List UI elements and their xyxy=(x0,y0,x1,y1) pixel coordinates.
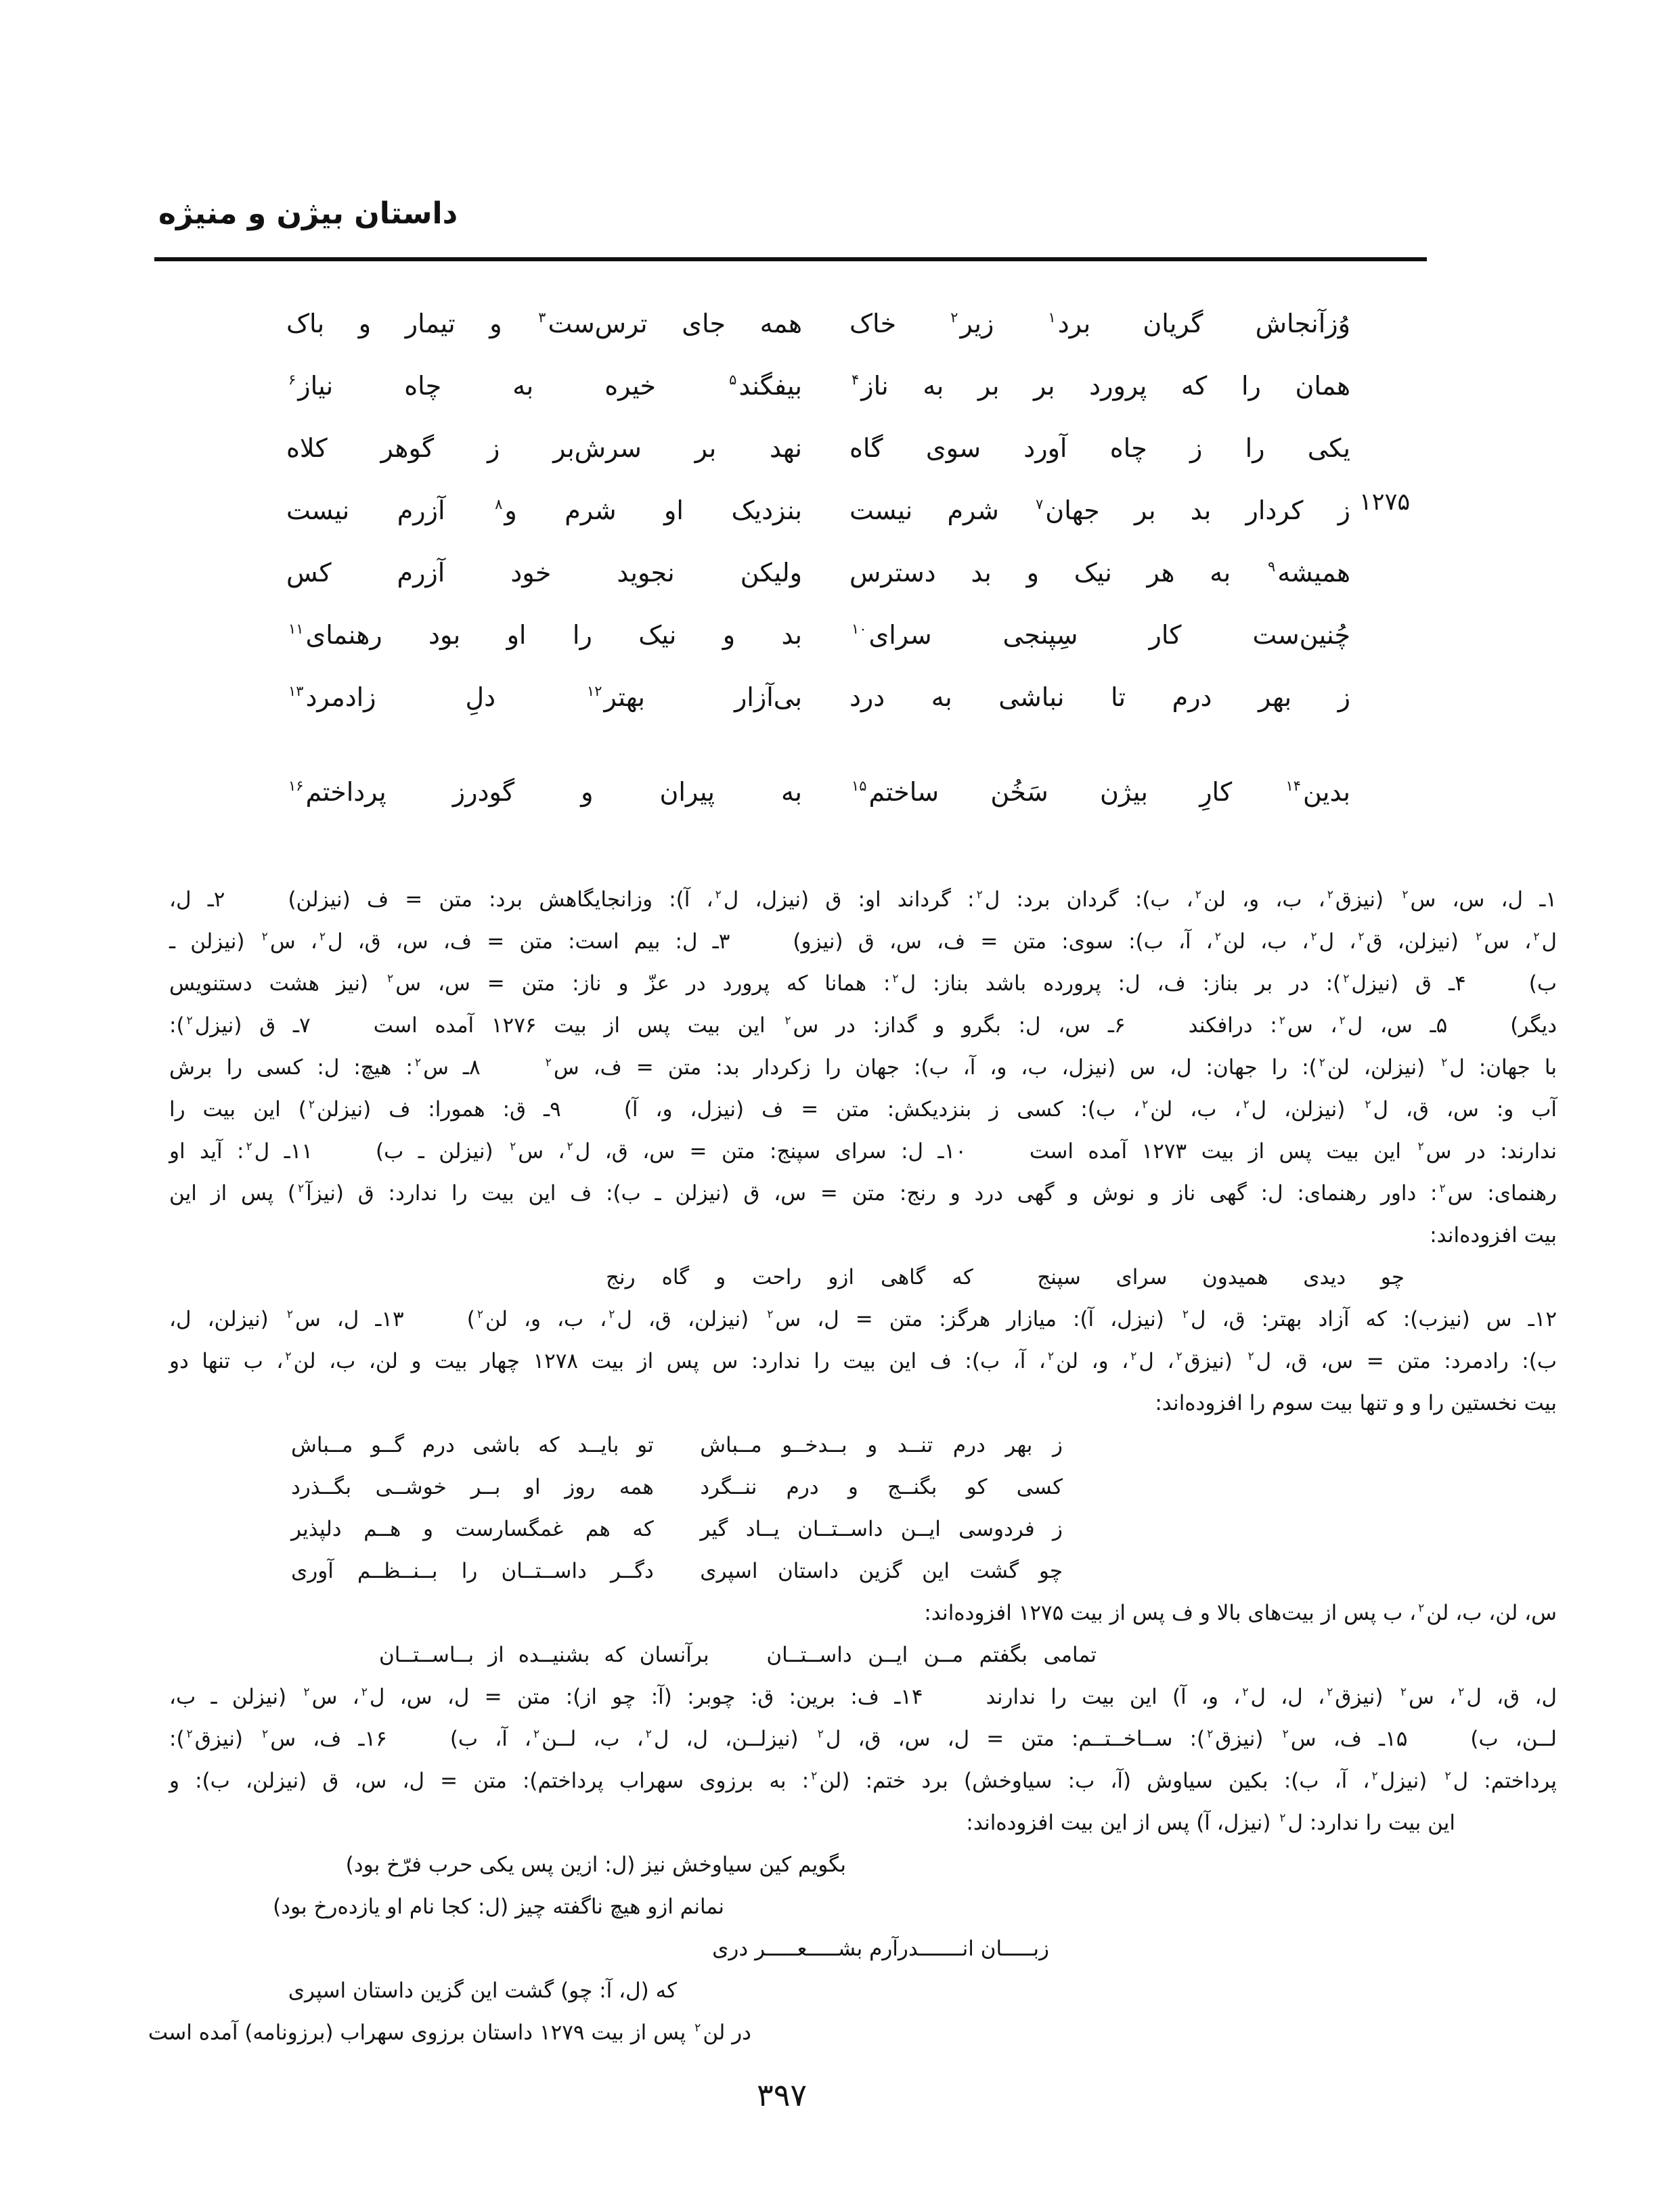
apparatus-verse-left: دگــر داســتــان را بــنــظــم آوری xyxy=(291,1559,654,1583)
hemistich-right: ز بهر درم تا نباشی به درد xyxy=(849,682,1350,712)
apparatus-verse-right: کسی کو بگنــج و درم ننــگرد xyxy=(700,1475,1063,1499)
hemistich-right: ز کردار بد بر جهان$^۷$ شرم نیست xyxy=(849,495,1350,525)
apparatus-verse-left: تو بایــد که باشی درم گــو مــباش xyxy=(291,1433,654,1457)
apparatus-line: بیت افزوده‌اند: xyxy=(1430,1223,1557,1247)
hemistich-right: همیشه$^۹$ به هر نیک و بد دسترس xyxy=(849,558,1350,588)
apparatus-line: در لن$^۲$ پس از بیت ۱۲۷۹ داستان برزوی سهراب (برزونامه) آمده است xyxy=(148,2021,751,2045)
apparatus-verse-right: چو گشت این گزین داستان اسپری xyxy=(700,1559,1063,1583)
hemistich-right: همان را که پرورد بر بر به ناز$^۴$ xyxy=(852,371,1350,401)
apparatus-verse-right: ز بهر درم تنــد و بــدخــو مــباش xyxy=(700,1433,1063,1457)
apparatus-verse-left: همه روز او بــر خوشــی بگــذرد xyxy=(291,1475,654,1499)
verse-row xyxy=(286,292,1350,355)
poem-block xyxy=(286,292,1350,823)
apparatus-line: با جهان: ل$^۲$ (نیزلن، لن$^۲$): را جهان: ل، س (نیزل، ب، و، آ، ب): جهان را زکردار بد: متن = ف، س$^۲$ ۸ـ س$^۲$: هیچ: ل: کسی را برش xyxy=(169,1055,1557,1080)
verse-row xyxy=(286,355,1350,417)
critical-apparatus xyxy=(148,879,1557,2054)
apparatus-verse-right: تمامی بگفتم مــن ایــن داســتــان xyxy=(766,1643,1097,1667)
page-number: ۳۹۷ xyxy=(757,2077,808,2113)
verse-row xyxy=(286,761,1350,823)
hemistich-right: وُزآنجاش گریان برد$^۱$ زیر$^۲$ خاک xyxy=(849,309,1350,338)
verse-row xyxy=(286,479,1350,542)
apparatus-line: ۱ـ ل، س، س$^۲$ (نیزق$^۲$، ب، و، لن$^۲$، ب): گردان برد: ل$^۲$: گرداند او: ق (نیزل، ل$^۲$، آ): وزانجایگاهش برد: متن = ف (نیزلن) ۲ـ ل، xyxy=(169,887,1557,912)
hemistich-left: نهد بر سرش‌بر ز گوهر کلاه xyxy=(286,433,802,463)
verse-row xyxy=(286,666,1350,728)
page-title: داستان بیژن و منیژه xyxy=(158,196,458,231)
verse-row xyxy=(286,417,1350,479)
apparatus-verse-row xyxy=(291,1550,1063,1592)
apparatus-line: ۱۲ـ س (نیزب): که آزاد بهتر: ق، ل$^۲$ (نیزل، آ): میازار هرگز: متن = ل، س$^۲$ (نیزلن، ق، ل$^۲$، ب، و، لن$^۲$) ۱۳ـ ل، س$^۲$ (نیزلن، ل، xyxy=(169,1307,1557,1331)
apparatus-line: این بیت را ندارد: ل$^۲$ (نیزل، آ) پس از این بیت افزوده‌اند: xyxy=(966,1811,1455,1835)
apparatus-verse-row xyxy=(291,1424,1063,1466)
apparatus-verse-right: چو دیدی همیدون سرای سپنج xyxy=(1037,1265,1405,1289)
hemistich-right: یکی را ز چاه آورد سوی گاه xyxy=(849,433,1350,463)
verse-row xyxy=(286,542,1350,604)
apparatus-verse-row xyxy=(379,1634,1097,1676)
hemistich-left: بیفگند$^۵$ خیره به چاه نیاز$^۶$ xyxy=(288,371,802,401)
header-rule xyxy=(154,257,1427,261)
apparatus-line: بیت نخستین را و و تنها بیت سوم را افزوده‌اند: xyxy=(1155,1391,1557,1415)
apparatus-verse-right: ز فردوسی ایــن داســتــان یــاد گیر xyxy=(700,1517,1063,1541)
apparatus-verse-left: که گاهی ازو راحت و گاه رنج xyxy=(606,1265,973,1289)
hemistich-left: بی‌آزار بهتر$^{۱۲}$ دلِ زادمرد$^{۱۳}$ xyxy=(288,682,803,712)
apparatus-line: ندارند: در س$^۲$ این بیت پس از بیت ۱۲۷۳ آمده است ۱۰ـ ل: سرای سپنج: متن = س، ق، ل$^۲$، س$^۲$ (نیزلن ـ ب) ۱۱ـ ل$^۲$: آید او xyxy=(169,1139,1557,1164)
apparatus-verse-row xyxy=(606,1256,1405,1298)
apparatus-line: دیگر) ۵ـ س، ل$^۲$، س$^۲$: درافکند ۶ـ س، ل: بگرو و گداز: در س$^۲$ این بیت پس از بیت ۱۲۷۶ آمده است ۷ـ ق (نیزل$^۲$): xyxy=(169,1013,1557,1038)
hemistich-left: به پیران و گودرز پرداختم$^{۱۶}$ xyxy=(288,777,802,807)
apparatus-line: لــن، ب) ۱۵ـ ف، س$^۲$ (نیزق$^۲$): ســاخــتــم: متن = ل، س، ق، ل$^۲$ (نیزلــن، ل، ل$^۲$، ب، لــن$^۲$، آ، ب) ۱۶ـ ف، س$^۲$ (نیزق$^۲$): xyxy=(169,1727,1557,1751)
verse-row xyxy=(286,604,1350,666)
apparatus-line: ب) ۴ـ ق (نیزل$^۲$): در بر بناز: ف، ل: پرورده باشد بناز: ل$^۲$: همانا که پرورد در عزّ و ناز: متن = س، س$^۲$ (نیز هشت دستنویس xyxy=(169,971,1557,996)
apparatus-line: س، لن، ب، لن$^۲$، ب پس از بیت‌های بالا و ف پس از بیت ۱۲۷۵ افزوده‌اند: xyxy=(924,1601,1557,1625)
hemistich-left: همه جای ترس‌ست$^۳$ و تیمار و باک xyxy=(286,309,803,338)
apparatus-verse-line: بگویم کین سیاوخش نیز (ل: ازین پس یکی حرب فرّخ بود) xyxy=(345,1853,846,1877)
hemistich-right: چُنین‌ست کار سِپنجی سرای$^{۱۰}$ xyxy=(852,620,1350,650)
hemistich-left: بنزدیک او شرم و$^۸$ آزرم نیست xyxy=(286,495,802,525)
apparatus-line: ل$^۲$، س$^۲$ (نیزلن، ق$^۲$، ل$^۲$، ب، لن$^۲$، آ، ب): سوی: متن = ف، س، ق (نیزو) ۳ـ ل: بیم است: متن = ف، س، ق، ل$^۲$، س$^۲$ (نیزلن ـ xyxy=(169,929,1557,954)
hemistich-right: بدین$^{۱۴}$ کارِ بیژن سَخُن ساختم$^{۱۵}$ xyxy=(852,777,1350,807)
apparatus-verse-row xyxy=(291,1466,1063,1508)
apparatus-verse-line: نمانم ازو هیچ ناگفته چیز (ل: کجا نام او یازده‌رخ بود) xyxy=(273,1895,724,1919)
apparatus-verse-line: که (ل، آ: چو) گشت این گزین داستان اسپری xyxy=(288,1979,677,2003)
apparatus-verse-left: برآنسان که بشنیــده از بــاســتــان xyxy=(379,1643,709,1667)
apparatus-line: رهنمای: س$^۲$: داور رهنمای: ل: گهی ناز و نوش و گهی درد و رنج: متن = س، ق (نیزلن ـ ب): ف این بیت را ندارد: ق (نیزآ$^۲$) پس از این xyxy=(169,1181,1557,1206)
apparatus-line: ل، ق، ل$^۲$، س$^۲$ (نیزق$^۲$، ل، ل$^۲$، و، آ) این بیت را ندارند ۱۴ـ ف: برین: ق: چوبر: (آ: چو از): متن = ل، س، ل$^۲$، س$^۲$ (نیزلن ـ ب، xyxy=(169,1685,1557,1709)
apparatus-verse-row xyxy=(291,1508,1063,1550)
apparatus-line: آب و: س، ق، ل$^۲$ (نیزلن، ل$^۲$، ب، لن$^۲$، ب): کسی ز بنزدیکش: متن = ف (نیزل، و، آ) ۹ـ ق: همورا: ف (نیزلن$^۲$) این بیت را xyxy=(169,1097,1557,1122)
apparatus-line: ب): رادمرد: متن = س، ق، ل$^۲$ (نیزق$^۲$، ل$^۲$، و، لن$^۲$، آ، ب): ف این بیت را ندارد: س پس از بیت ۱۲۷۸ چهار بیت و لن، ب، لن$^۲$، ب تنها دو xyxy=(169,1349,1557,1373)
verse-number: ۱۲۷۵ xyxy=(1359,489,1411,516)
apparatus-line: پرداختم: ل$^۲$ (نیزل$^۲$، آ، ب): بکین سیاوش (آ، ب: سیاوخش) برد ختم: (لن$^۲$: به برزوی سهراب پرداختم): متن = ل، س، ق (نیزلن، ب): و xyxy=(169,1769,1557,1793)
hemistich-left: بد و نیک را او بود رهنمای$^{۱۱}$ xyxy=(288,620,802,650)
apparatus-verse-line: زبـــــان انـــــــدرآرم بشـــــعـــــر دری xyxy=(712,1937,1049,1961)
apparatus-verse-left: که هم غمگسارست و هــم دلپذیر xyxy=(291,1517,654,1541)
hemistich-left: ولیکن نجوید خود آزرم کس xyxy=(286,558,802,588)
